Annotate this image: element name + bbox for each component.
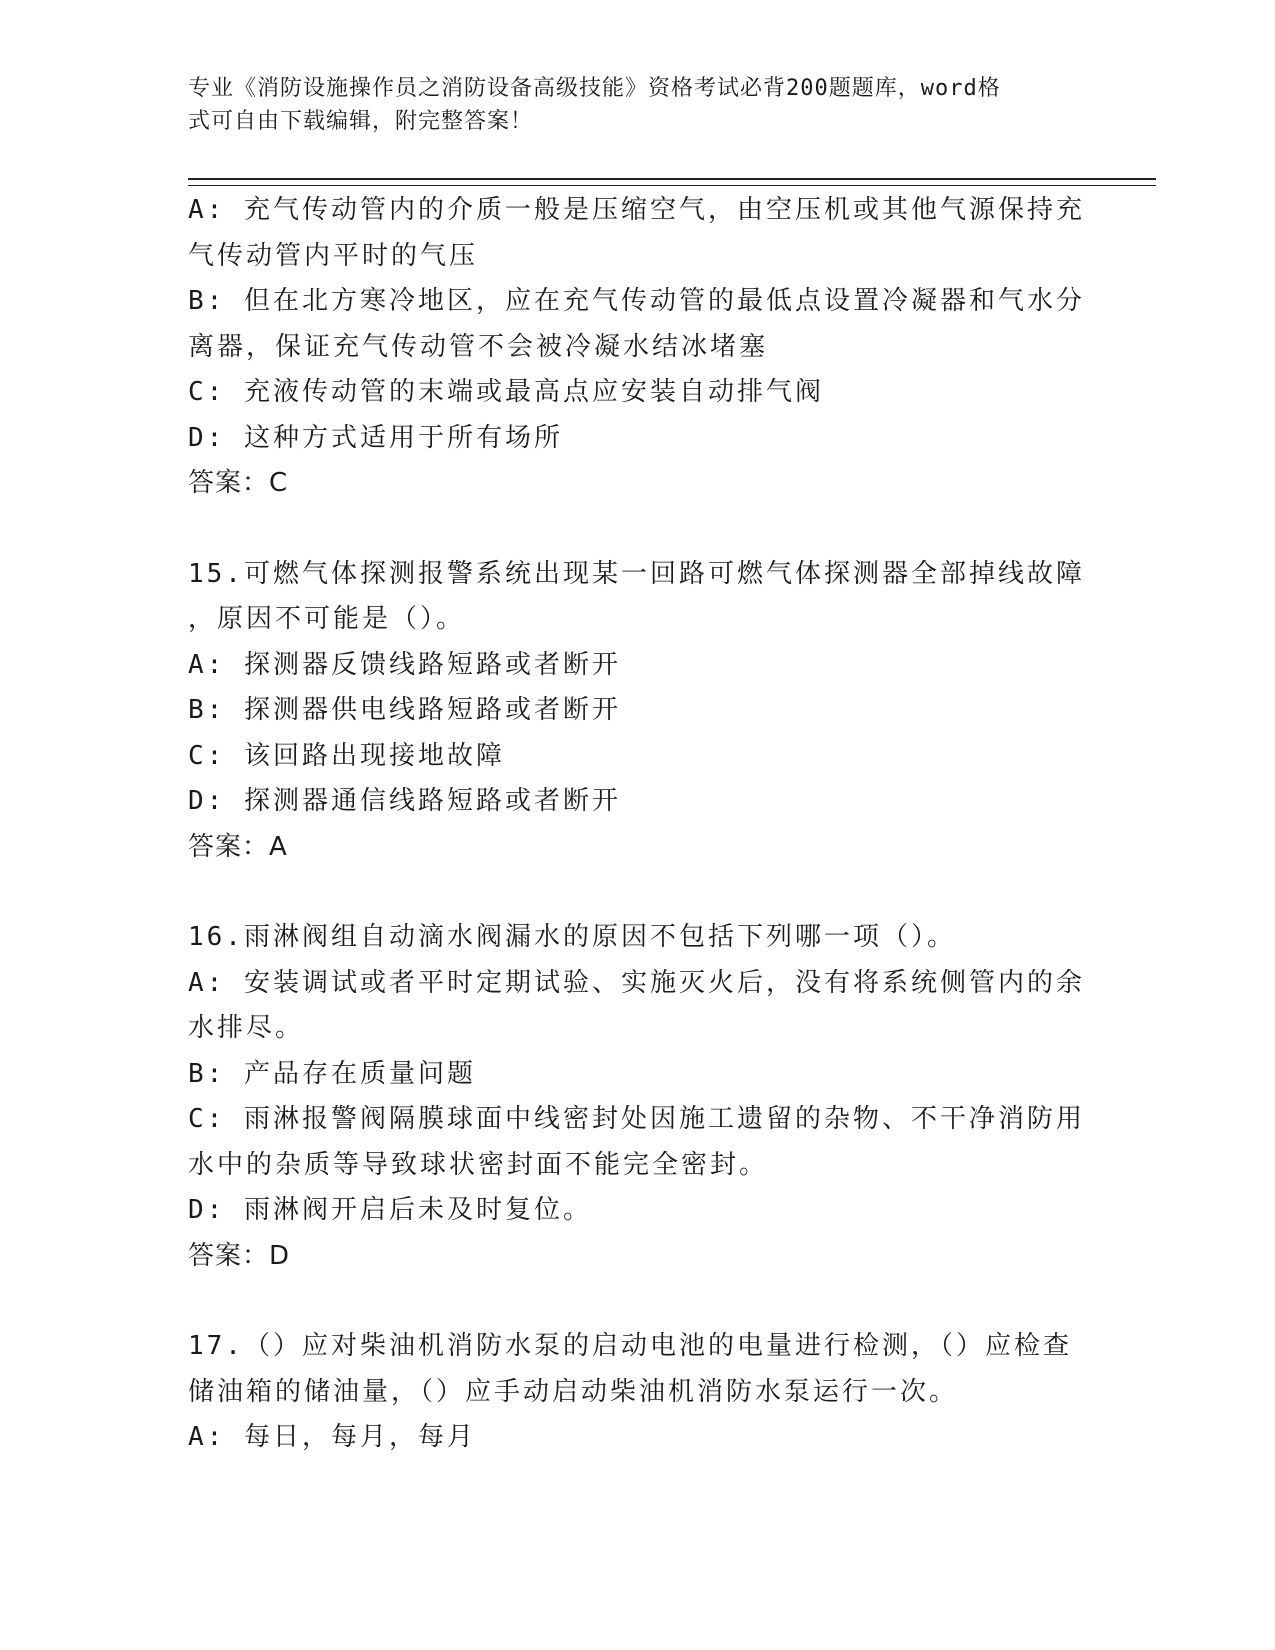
question-16-block (188, 915, 1088, 1279)
option-a-line-2: 水排尽。 (188, 1013, 305, 1043)
option-a-line-2: 气传动管内平时的气压 (188, 240, 479, 271)
question-stem-line-2: 储油箱的储油量，（）应手动启动柴油机消防水泵运行一次。 (188, 1376, 959, 1407)
header-divider-thin (188, 185, 1156, 186)
answer-label: 答案：D (188, 1240, 291, 1271)
document-header (188, 72, 1068, 138)
question-stem-line-1: 17.（）应对柴油机消防水泵的启动电池的电量进行检测，（）应检查 (188, 1331, 1072, 1361)
question-14-block (188, 188, 1088, 507)
option-a-line-1: A: 充气传动管内的介质一般是压缩空气，由空压机或其他气源保持充 (188, 195, 1085, 225)
answer-label: 答案：C (188, 468, 289, 498)
option-d: D: 雨淋阀开启后未及时复位。 (188, 1195, 592, 1225)
answer-label: 答案：A (188, 831, 288, 862)
option-b: B: 产品存在质量问题 (188, 1058, 476, 1089)
option-b-line-1: B: 但在北方寒冷地区，应在充气传动管的最低点设置冷凝器和气水分 (188, 286, 1085, 316)
question-stem: 16.雨淋阀组自动滴水阀漏水的原因不包括下列哪一项（）。 (188, 922, 956, 952)
option-b-line-2: 离器，保证充气传动管不会被冷凝水结冰堵塞 (188, 331, 769, 362)
option-a: A: 探测器反馈线路短路或者断开 (188, 649, 621, 680)
question-stem-line-1: 15.可燃气体探测报警系统出现某一回路可燃气体探测器全部掉线故障 (188, 558, 1085, 589)
option-a: A: 每日，每月，每月 (188, 1422, 476, 1452)
option-d: D: 这种方式适用于所有场所 (188, 422, 563, 453)
option-c: C: 充液传动管的末端或最高点应安装自动排气阀 (188, 377, 824, 407)
question-content (188, 188, 1088, 1461)
option-c-line-1: C: 雨淋报警阀隔膜球面中线密封处因施工遗留的杂物、不干净消防用 (188, 1104, 1085, 1134)
option-c-line-2: 水中的杂质等导致球状密封面不能完全密封。 (188, 1149, 769, 1180)
header-divider-thick (188, 178, 1156, 180)
option-d: D: 探测器通信线路短路或者断开 (188, 786, 621, 816)
header-line-1: 专业《消防设施操作员之消防设备高级技能》资格考试必背200题题库，word格 (188, 76, 1001, 101)
question-17-block (188, 1324, 1088, 1461)
option-b: B: 探测器供电线路短路或者断开 (188, 695, 621, 725)
header-line-2: 式可自由下载编辑，附完整答案！ (188, 109, 534, 134)
option-c: C: 该回路出现接地故障 (188, 740, 505, 771)
option-a-line-1: A: 安装调试或者平时定期试验、实施灭火后，没有将系统侧管内的余 (188, 967, 1085, 998)
question-stem-line-2: ，原因不可能是（）。 (188, 604, 466, 634)
question-15-block (188, 552, 1088, 871)
